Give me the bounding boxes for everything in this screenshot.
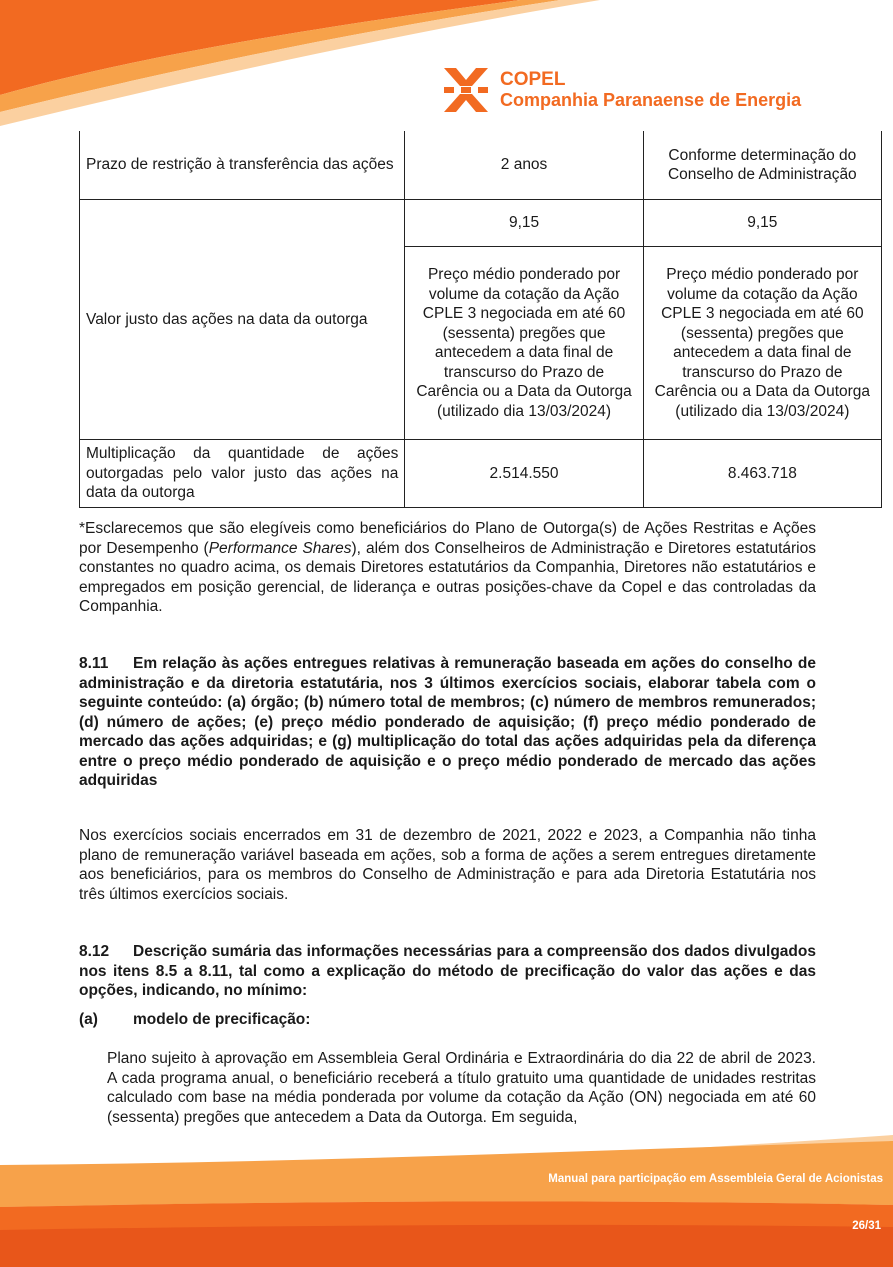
share-grant-table	[79, 131, 882, 508]
copel-logo	[442, 66, 801, 114]
table-row-label: Valor justo das ações na data da outorga	[80, 200, 405, 440]
footer-band	[0, 1135, 893, 1267]
page-number: 26/31	[852, 1220, 881, 1232]
table-row-label: Multiplicação da quantidade de ações outorgadas pelo valor justo das ações na data da outorga	[80, 440, 405, 508]
table-cell: 9,15	[405, 200, 643, 247]
table-cell: 9,15	[643, 200, 881, 247]
table-cell: Conforme determinação do Conselho de Administração	[643, 131, 881, 200]
section-8-11-body: Nos exercícios sociais encerrados em 31 de dezembro de 2021, 2022 e 2023, a Companhia não tinha plano de remuneração variável baseada em ações, sob a forma de ações a serem entregues diretamente aos beneficiários, para os membros do Conselho de Administração e para ada Diretoria Estatutária nos três últimos exercícios sociais.	[79, 827, 816, 903]
eligibility-note: *Esclarecemos que são elegíveis como beneficiários do Plano de Outorga(s) de Ações Restritas e Ações por Desempenho (Performance Shares), além dos Conselheiros de Administração e Diretores estatutários constantes no quadro acima, os demais Diretores estatutários da Companhia, Diretores não estatutários e empregados em posição gerencial, de liderança e outras posições-chave da Copel e das controladas da Companhia.	[79, 520, 816, 615]
note-italic: Performance Shares	[208, 539, 352, 557]
footer-title: Manual para participação em Assembleia Geral de Acionistas	[548, 1173, 883, 1185]
table-cell: 8.463.718	[643, 440, 881, 508]
brand-name: COPEL	[500, 69, 566, 90]
table-row	[80, 200, 882, 247]
table-cell: 2.514.550	[405, 440, 643, 508]
table-row-label: Prazo de restrição à transferência das ações	[80, 131, 405, 200]
section-8-12-heading: 8.12 Descrição sumária das informações necessárias para a compreensão dos dados divulgados nos itens 8.5 a 8.11, tal como a explicação do método de precificação do valor das ações e das opções, indicando, no mínimo:	[79, 943, 816, 999]
table-cell: Preço médio ponderado por volume da cotação da Ação CPLE 3 negociada em até 60 (sessenta) pregões que antecedem a data final de transcurso do Prazo de Carência ou a Data da Outorga (utilizado dia 13/03/2024)	[643, 247, 881, 440]
table-row	[80, 440, 882, 508]
sub-letter: (a)	[79, 1011, 98, 1028]
table-row	[80, 131, 882, 200]
table-cell: 2 anos	[405, 131, 643, 200]
section-8-12-body: Plano sujeito à aprovação em Assembleia Geral Ordinária e Extraordinária do dia 22 de abril de 2023. A cada programa anual, o beneficiário receberá a título gratuito uma quantidade de unidades restritas calculado com base na média ponderada por volume da cotação da Ação (ON) negociada em até 60 (sessenta) pregões que antecedem a Data da Outorga. Em seguida,	[107, 1050, 816, 1126]
section-number: 8.11	[79, 655, 109, 672]
table-cell: Preço médio ponderado por volume da cotação da Ação CPLE 3 negociada em até 60 (sessenta) pregões que antecedem a data final de transcurso do Prazo de Carência ou a Data da Outorga (utilizado dia 13/03/2024)	[405, 247, 643, 440]
section-number: 8.12	[79, 943, 110, 960]
section-8-11-heading: 8.11 Em relação às ações entregues relativas à remuneração baseada em ações do conselho de administração e da diretoria estatutária, nos 3 últimos exercícios sociais, elaborar tabela com o seguinte conteúdo: (a) órgão; (b) número total de membros; (c) número de membros remunerados; (d) número de ações; (e) preço médio ponderado de aquisição; (f) preço médio ponderado de mercado das ações adquiridas; e (g) multiplicação do total das ações adquiridas pela da diferença entre o preço médio ponderado de aquisição e o preço médio ponderado de mercado das ações adquiridas	[79, 655, 816, 789]
copel-logo-icon	[442, 66, 490, 114]
brand-full-name: Companhia Paranaense de Energia	[500, 90, 802, 110]
section-8-12-subheading: (a) modelo de precificação:	[79, 1011, 311, 1028]
